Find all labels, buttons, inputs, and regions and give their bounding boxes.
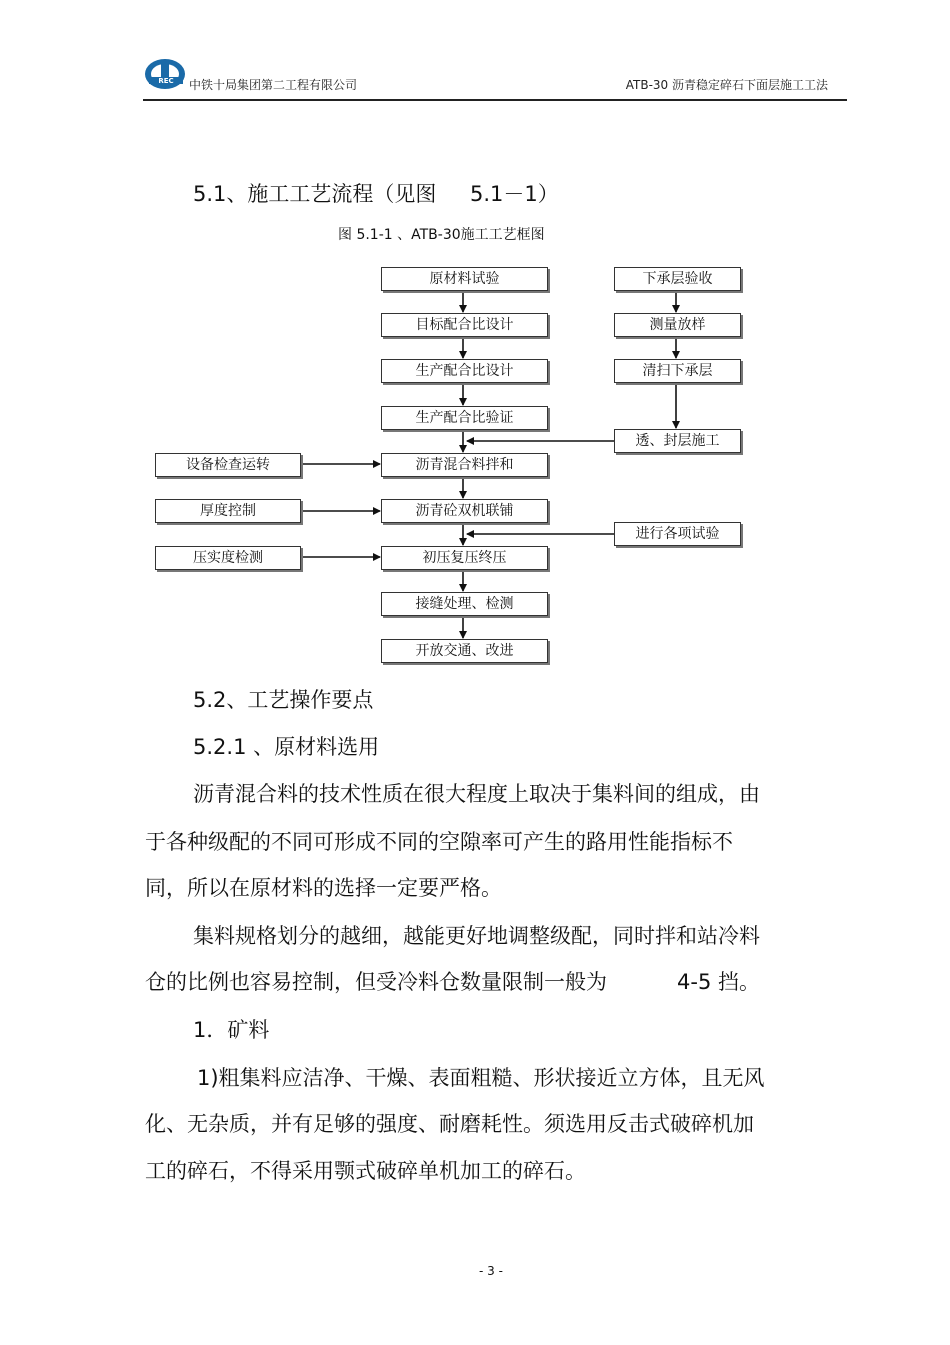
flow-box-left-1: 设备检查运转 bbox=[155, 453, 301, 477]
item-1-1-line-2: 化、无杂质，并有足够的强度、耐磨耗性。须选用反击式破碎机加 bbox=[145, 1112, 754, 1136]
paragraph-1-line-2: 于各种级配的不同可形成不同的空隙率可产生的路用性能指标不 bbox=[145, 830, 733, 854]
page-number: - 3 - bbox=[479, 1264, 503, 1278]
flow-box-main-1: 原材料试验 bbox=[381, 267, 548, 291]
flow-box-main-5: 沥青混合料拌和 bbox=[381, 453, 548, 477]
flow-box-main-3: 生产配合比设计 bbox=[381, 359, 548, 383]
flow-box-right-3: 清扫下承层 bbox=[614, 359, 741, 383]
flow-box-left-3: 压实度检测 bbox=[155, 546, 301, 570]
flow-box-main-8: 接缝处理、检测 bbox=[381, 592, 548, 616]
paragraph-2-line-1: 集料规格划分的越细，越能更好地调整级配，同时拌和站冷料 bbox=[193, 924, 760, 948]
flow-box-right-5: 进行各项试验 bbox=[614, 522, 741, 546]
flow-box-left-2: 厚度控制 bbox=[155, 499, 301, 523]
flow-box-right-1: 下承层验收 bbox=[614, 267, 741, 291]
section-5-2-heading: 5.2、工艺操作要点 bbox=[193, 688, 374, 712]
flow-box-main-7: 初压复压终压 bbox=[381, 546, 548, 570]
paragraph-2-line-2: 仓的比例也容易控制，但受冷料仓数量限制一般为 bbox=[145, 970, 607, 994]
paragraph-1-line-3: 同，所以在原材料的选择一定要严格。 bbox=[145, 876, 502, 900]
header-company-name: 中铁十局集团第二工程有限公司 bbox=[189, 78, 358, 92]
paragraph-2-line-2-tail: 4-5 挡。 bbox=[677, 970, 760, 994]
item-1-heading: 1．矿料 bbox=[193, 1018, 270, 1042]
flow-box-main-9: 开放交通、改进 bbox=[381, 639, 548, 663]
flow-box-right-4: 透、封层施工 bbox=[614, 429, 741, 453]
header-document-title: ATB-30 沥青稳定碎石下面层施工工法 bbox=[625, 78, 828, 92]
section-5-1-heading: 5.1、施工工艺流程（见图 bbox=[193, 182, 437, 206]
figure-caption: 图 5.1-1 、ATB-30施工工艺框图 bbox=[338, 227, 545, 243]
section-5-1-figure-ref: 5.1－1） bbox=[470, 182, 559, 206]
flow-box-main-4: 生产配合比验证 bbox=[381, 406, 548, 430]
section-5-2-1-heading: 5.2.1 、原材料选用 bbox=[193, 735, 380, 759]
paragraph-1-line-1: 沥青混合料的技术性质在很大程度上取决于集料间的组成，由 bbox=[193, 782, 760, 806]
svg-text:REC: REC bbox=[158, 77, 174, 85]
flow-box-main-2: 目标配合比设计 bbox=[381, 313, 548, 337]
item-1-1-line-3: 工的碎石，不得采用颚式破碎单机加工的碎石。 bbox=[145, 1159, 586, 1183]
flow-box-main-6: 沥青砼双机联铺 bbox=[381, 499, 548, 523]
item-1-1-line-1: 1)粗集料应洁净、干燥、表面粗糙、形状接近立方体，且无风 bbox=[197, 1066, 765, 1090]
flow-box-right-2: 测量放样 bbox=[614, 313, 741, 337]
